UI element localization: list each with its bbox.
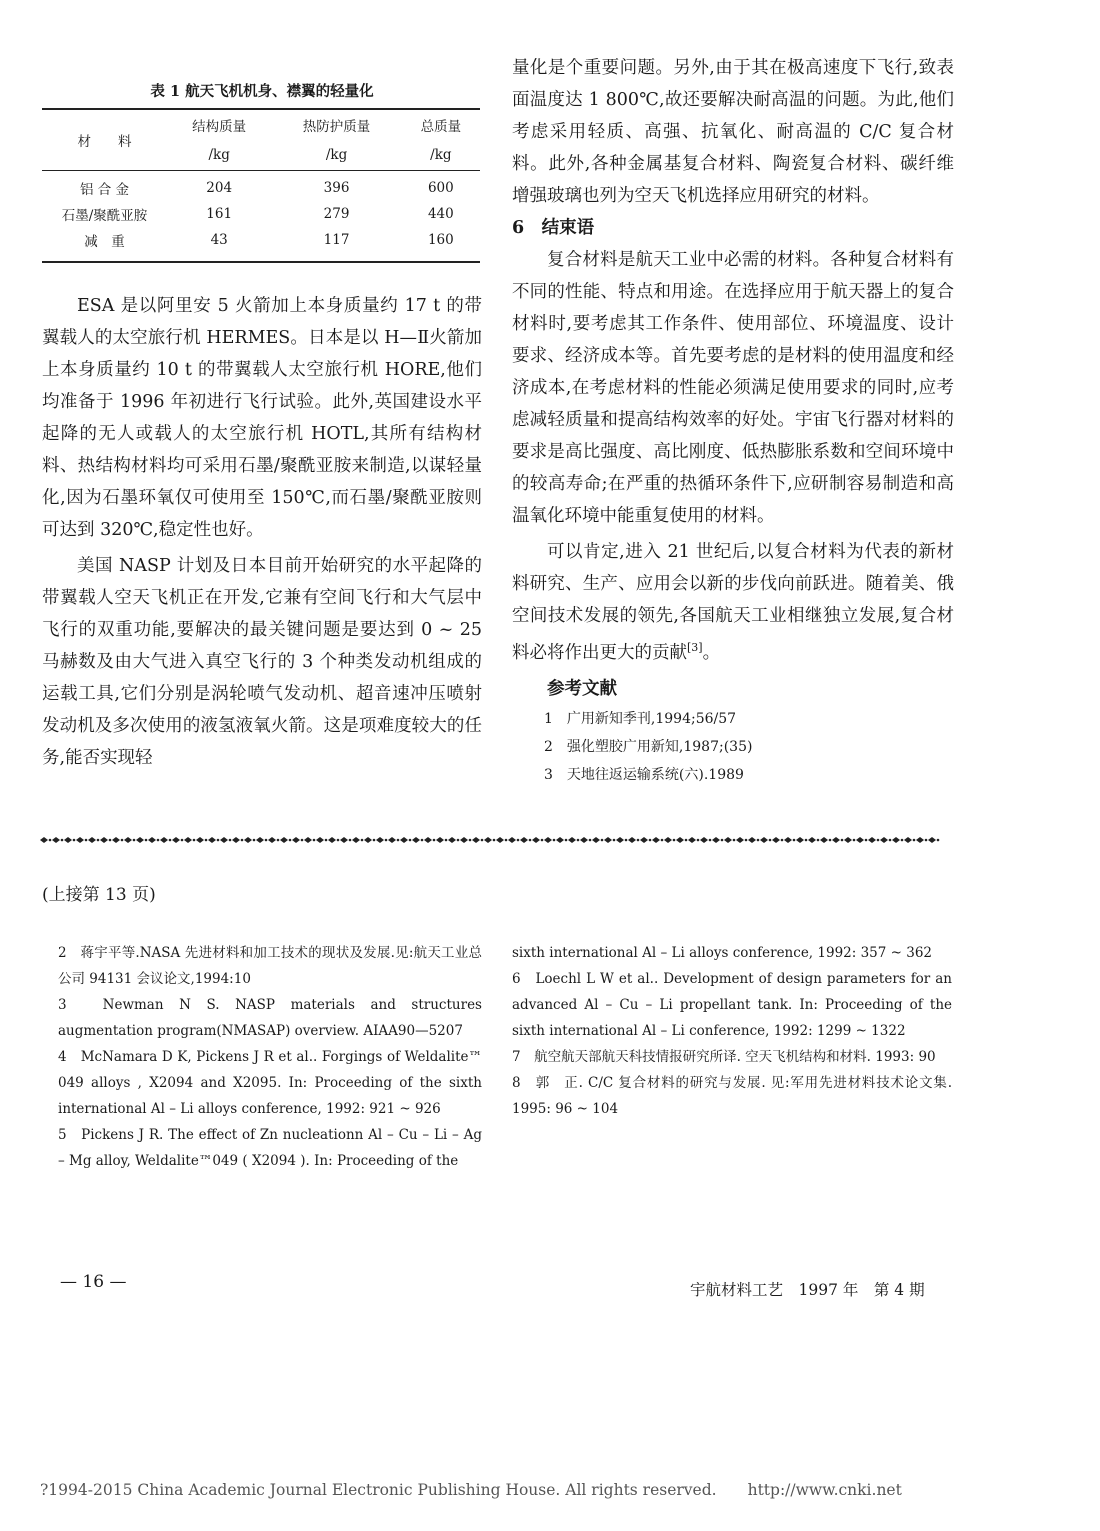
table-header-structure: 结构质量 (192, 119, 247, 135)
reference-item: 3 天地往返运输系统(六).1989 (544, 766, 744, 783)
table-header-unit: /kg (325, 147, 348, 163)
reference-item: 5 Pickens J R. The effect of Zn nucleationn Al – Cu – Li – Ag – Mg alloy, Weldalite™049 ( X2094 ). In: Proceeding of the (58, 1127, 482, 1169)
table-cell: 204 (206, 180, 233, 196)
body-paragraph: 美国 NASP 计划及日本目前开始研究的水平起降的带翼载人空天飞机正在开发,它兼有空间飞行和大气层中飞行的双重功能,要解决的最关键问题是要达到 0 ~ 25 马赫数及由大气进入真空飞行的 3 个种类发动机组成的运载工具,它们分别是涡轮喷气发动机、超音速冲压喷射发动机及多次使用的液氢液氧火箭。这是项难度较大的任务,能否实现轻 (42, 556, 482, 768)
body-paragraph: ESA 是以阿里安 5 火箭加上本身质量约 17 t 的带翼载人的太空旅行机 HERMES。日本是以 H—Ⅱ火箭加上本身质量约 10 t 的带翼载人太空旅行机 HORE,他们均准备于 1996 年初进行飞行试验。此外,英国建设水平起降的无人或载人的太空旅行机 HOTL,其所有结构材料、热结构材料均可采用石墨/聚酰亚胺来制造,以谋轻量化,因为石墨环氧仅可使用至 150℃,而石墨/聚酰亚胺则可达到 320℃,稳定性也好。 (42, 296, 482, 540)
table-cell: 减 重 (84, 234, 125, 250)
reference-list (512, 705, 954, 789)
section-heading: 6 结束语 (512, 218, 595, 238)
table-cell: 600 (427, 180, 454, 196)
table-cell: 161 (206, 206, 233, 222)
table-cell: 440 (427, 206, 454, 222)
reference-item: 7 航空航天部航天科技情报研究所译. 空天飞机结构和材料. 1993: 90 (512, 1049, 936, 1065)
citation-mark: [3] (687, 641, 703, 654)
reference-item: sixth international Al – Li alloys conference, 1992: 357 ~ 362 (512, 945, 933, 961)
table-row (42, 175, 480, 201)
reference-item: 2 蒋宇平等.NASA 先进材料和加工技术的现状及发展.见:航天工业总公司 94131 会议论文,1994:10 (58, 945, 482, 987)
reference-item: 8 郭 正. C/C 复合材料的研究与发展. 见:军用先进材料技术论文集. 1995: 96 ~ 104 (512, 1075, 952, 1117)
table-cell: 铝 合 金 (79, 182, 130, 198)
table-header-unit: /kg (208, 147, 230, 163)
table-header-unit: /kg (430, 147, 452, 163)
table-cell: 279 (323, 206, 350, 222)
table-cell: 117 (323, 232, 350, 248)
table-cell: 43 (210, 232, 228, 248)
references-heading: 参考文献 (547, 678, 617, 699)
divider-pattern (40, 836, 940, 844)
table-bottom-rule (42, 261, 480, 263)
table-body (42, 110, 480, 253)
table-header-total: 总质量 (420, 119, 462, 135)
bottom-references-left (58, 940, 482, 1174)
table-1 (42, 108, 480, 263)
continued-note: (上接第 13 页) (42, 885, 156, 905)
body-paragraph: 量化是个重要问题。另外,由于其在极高速度下飞行,致表面温度达 1 800℃,故还要解决耐高温的问题。为此,他们考虑采用轻质、高强、抗氧化、耐高温的 C/C 复合材料。此外,各种金属基复合材料、陶瓷复合材料、碳纤维增强玻璃也列为空天飞机选择应用研究的材料。 (512, 58, 954, 206)
table-row (42, 201, 480, 227)
table-header-thermal: 热防护质量 (302, 119, 371, 135)
table-mid-rule (42, 170, 480, 171)
page-number: — 16 — (60, 1272, 127, 1292)
table-row (42, 227, 480, 253)
reference-item: 2 强化塑胶广用新知,1987;(35) (544, 738, 753, 755)
body-paragraph-tail: 。 (702, 642, 721, 663)
body-paragraph: 复合材料是航天工业中必需的材料。各种复合材料有不同的性能、特点和用途。在选择应用于航天器上的复合材料时,要考虑其工作条件、使用部位、环境温度、设计要求、经济成本等。首先要考虑的是材料的使用温度和经济成本,在考虑材料的性能必须满足使用要求的同时,应考虑减轻质量和提高结构效率的好处。宇宙飞行器对材料的要求是高比强度、高比刚度、低热膨胀系数和空间环境中的较高寿命;在严重的热循环条件下,应研制容易制造和高温氧化环境中能重复使用的材料。 (512, 250, 954, 526)
copyright-line: ?1994-2015 China Academic Journal Electronic Publishing House. All rights reserved. http://www.cnki.net (40, 1481, 902, 1499)
bottom-references-right (512, 940, 952, 1122)
body-paragraph (512, 536, 954, 669)
reference-item: 3 Newman N S. NASP materials and structures augmentation program(NMASAP) overview. AIAA90—5207 (58, 997, 482, 1039)
left-column (42, 290, 482, 774)
decorative-divider (40, 829, 940, 837)
table-cell: 160 (427, 232, 454, 248)
reference-item: 6 Loechl L W et al.. Development of design parameters for an advanced Al – Cu – Li propellant tank. In: Proceeding of the sixth international Al – Li conference, 1992: 1299 ~ 1322 (512, 971, 952, 1039)
table-cell: 石墨/聚酰亚胺 (61, 208, 148, 224)
right-column (512, 52, 954, 789)
table-caption: 表 1 航天飞机机身、襟翼的轻量化 (150, 83, 374, 100)
table-cell: 396 (323, 180, 350, 196)
journal-info: 宇航材料工艺 1997 年 第 4 期 (690, 1281, 925, 1299)
reference-item: 4 McNamara D K, Pickens J R et al.. Forgings of Weldalite™ 049 alloys , X2094 and X2095. In: Proceeding of the sixth international Al – Li alloys conference, 1992: 921 ~ 926 (58, 1049, 482, 1117)
body-paragraph-text: 可以肯定,进入 21 世纪后,以复合材料为代表的新材料研究、生产、应用会以新的步伐向前跃进。随着美、俄空间技术发展的领先,各国航天工业相继独立发展,复合材料必将作出更大的贡献 (512, 542, 954, 663)
reference-item: 1 广用新知季刊,1994;56/57 (544, 710, 737, 727)
table-header-material: 材 料 (77, 134, 132, 150)
